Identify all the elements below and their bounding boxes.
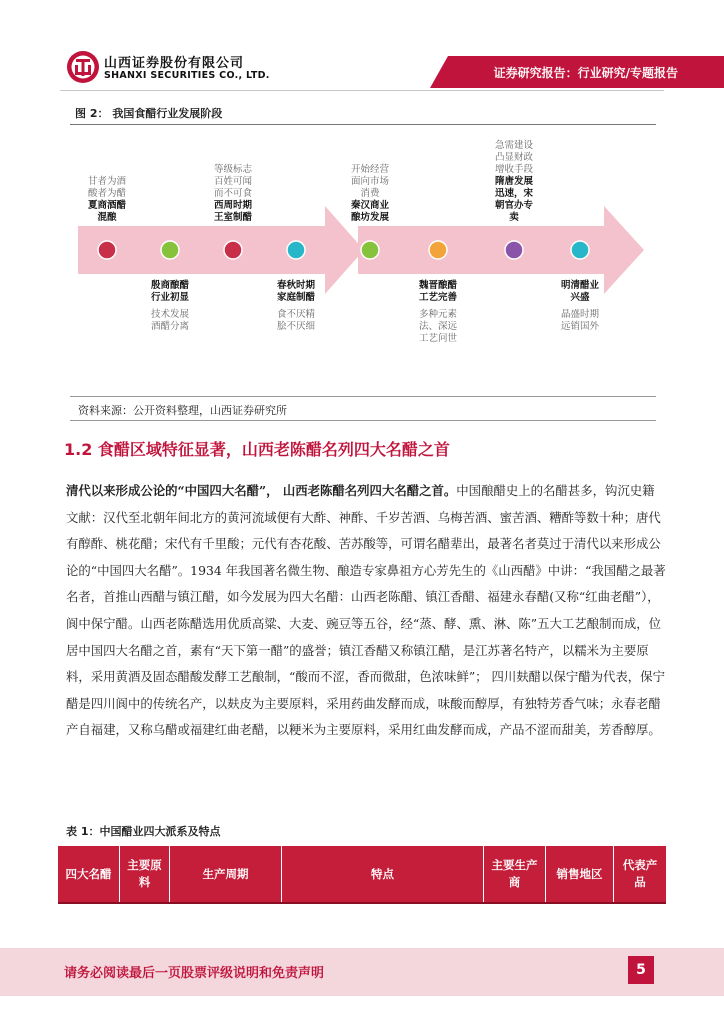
stage-title: 西周时期 bbox=[213, 200, 253, 211]
stage-title: 魏晋酿醋 bbox=[418, 280, 458, 291]
stage-marker bbox=[287, 241, 305, 259]
figure-caption: 图 2： 我国食醋行业发展阶段 bbox=[75, 107, 223, 120]
stage-note: 凸显财政 bbox=[494, 152, 534, 163]
stage-marker bbox=[224, 241, 242, 259]
stage-title: 迅速，宋 bbox=[494, 188, 534, 199]
stage-marker bbox=[429, 241, 447, 259]
stage-marker bbox=[98, 241, 116, 259]
table-header-cell: 特点 bbox=[282, 846, 484, 902]
paragraph-lead: 清代以来形成公论的“中国四大名醋”， 山西老陈醋名列四大名醋之首。 bbox=[66, 483, 457, 498]
paragraph-body: 中国酿醋史上的名醋甚多，钩沉史籍文献：汉代至北朝年间北方的黄河流域便有大酢、神酢、千岁苦酒、乌梅苦酒、蜜苦酒、糟酢等数十种；唐代有醇酢、桃花醋；宋代有千里酸；元代有杏花酸、苦苏酸等，可谓名醋辈出，最著名者莫过于清代以来形成公论的“中国四大名醋”。1934 年我国著名微生物、酿造专家鼻祖方心芳先生的《山西醋》中讲：“我国醋之最著名者，首推山西醋与镇江醋，如今发展为四大名醋：山西老陈醋、镇江香醋、福建永春醋(又称“红曲老醋”），阆中保宁醋。山西老陈醋选用优质高粱、大麦、豌豆等五谷，经“蒸、酵、熏、淋、陈”五大工艺酿制而成，位居中国四大名醋之首，素有“天下第一醋”的盛誉；镇江香醋又称镇江醋，是江苏著名特产，以糯米为主要原料，采用黄酒及固态醋酸发酵工艺酿制，“酸而不涩，香而微甜，色浓味鲜”； 四川麸醋以保宁醋为代表，保宁醋是四川阆中的传统名产，以麸皮为主要原料，采用药曲发酵而成，味酸而醇厚，有独特芳香气味；永春老醋产自福建，又称乌醋或福建红曲老醋，以粳米为主要原料，采用红曲发酵而成，产品不涩而甜美，芳香醇厚。 bbox=[66, 483, 666, 738]
stage-note: 远销国外 bbox=[560, 321, 600, 332]
header-divider bbox=[60, 90, 664, 91]
table-header-cell: 主要原料 bbox=[120, 846, 170, 902]
stage-note: 酒醋分离 bbox=[150, 321, 190, 332]
stage-note: 法、深远 bbox=[418, 321, 458, 332]
stage-title: 工艺完善 bbox=[418, 292, 458, 303]
stage-note: 工艺问世 bbox=[418, 333, 458, 344]
stage-note: 而不可食 bbox=[213, 188, 253, 199]
table-header-cell: 代表产品 bbox=[622, 858, 658, 889]
table-caption: 表 1：中国醋业四大派系及特点 bbox=[66, 825, 221, 838]
stage-title: 兴盛 bbox=[570, 292, 590, 303]
report-type-label: 证券研究报告：行业研究/专题报告 bbox=[493, 66, 678, 80]
stage-note: 晶盛时期 bbox=[560, 309, 600, 320]
stage-note: 面向市场 bbox=[350, 176, 390, 187]
table-header-cell: 四大名醋 bbox=[58, 846, 120, 902]
stage-title: 隋唐发展 bbox=[494, 176, 534, 187]
section-title: 1.2 食醋区域特征显著，山西老陈醋名列四大名醋之首 bbox=[64, 440, 450, 459]
stage-note: 急需建设 bbox=[494, 140, 534, 151]
stage-title: 明清醋业 bbox=[560, 280, 600, 291]
stage-note: 酸者为醋 bbox=[87, 188, 127, 199]
body-paragraph bbox=[66, 478, 666, 744]
company-name-en: SHANXI SECURITIES CO., LTD. bbox=[104, 70, 270, 81]
page-number: 5 bbox=[628, 956, 654, 984]
stage-note: 等级标志 bbox=[213, 164, 253, 175]
stage-marker bbox=[161, 241, 179, 259]
company-logo-icon bbox=[66, 50, 100, 84]
stage-note: 开始经营 bbox=[350, 164, 390, 175]
figure-bottom-rule bbox=[70, 396, 656, 397]
stage-title: 王室制醋 bbox=[213, 212, 253, 223]
stage-note: 技术发展 bbox=[150, 309, 190, 320]
stage-note: 消费 bbox=[360, 188, 380, 199]
stage-marker bbox=[505, 241, 523, 259]
stage-note: 甘者为酒 bbox=[87, 176, 127, 187]
stage-note: 增收手段 bbox=[494, 164, 534, 175]
stage-marker bbox=[361, 241, 379, 259]
stage-note: 多种元素 bbox=[418, 309, 458, 320]
stage-note: 脍不厌细 bbox=[276, 321, 316, 332]
disclaimer-link[interactable]: 请务必阅读最后一页股票评级说明和免责声明 bbox=[64, 966, 325, 981]
figure-top-rule bbox=[70, 124, 656, 125]
stage-title: 朝官办专 bbox=[494, 200, 534, 211]
vinegar-table-header bbox=[58, 846, 666, 904]
table-header-cell: 销售地区 bbox=[546, 846, 614, 902]
stage-title: 殷商酿醋 bbox=[150, 280, 190, 291]
stage-title: 夏商酒醋 bbox=[87, 200, 127, 211]
stage-note: 食不厌精 bbox=[276, 309, 316, 320]
company-name-cn: 山西证券股份有限公司 bbox=[104, 56, 245, 71]
stage-title: 家庭制醋 bbox=[276, 292, 316, 303]
stage-title: 秦汉商业 bbox=[350, 200, 390, 211]
stage-title: 卖 bbox=[509, 212, 519, 223]
stage-title: 春秋时期 bbox=[276, 280, 316, 291]
source-rule bbox=[70, 420, 656, 421]
table-header-cell: 主要生产商 bbox=[484, 846, 546, 902]
figure-source: 资料来源：公开资料整理，山西证券研究所 bbox=[78, 404, 287, 417]
page-header bbox=[0, 0, 724, 98]
stage-title: 混酿 bbox=[97, 212, 117, 223]
stage-title: 酿坊发展 bbox=[350, 212, 390, 223]
stage-note: 百姓可闻 bbox=[213, 176, 253, 187]
development-stages-diagram bbox=[70, 126, 656, 394]
stage-marker bbox=[571, 241, 589, 259]
timeline-arrow-right bbox=[358, 206, 644, 294]
table-header-cell: 生产周期 bbox=[170, 846, 282, 902]
stage-title: 行业初显 bbox=[150, 292, 190, 303]
